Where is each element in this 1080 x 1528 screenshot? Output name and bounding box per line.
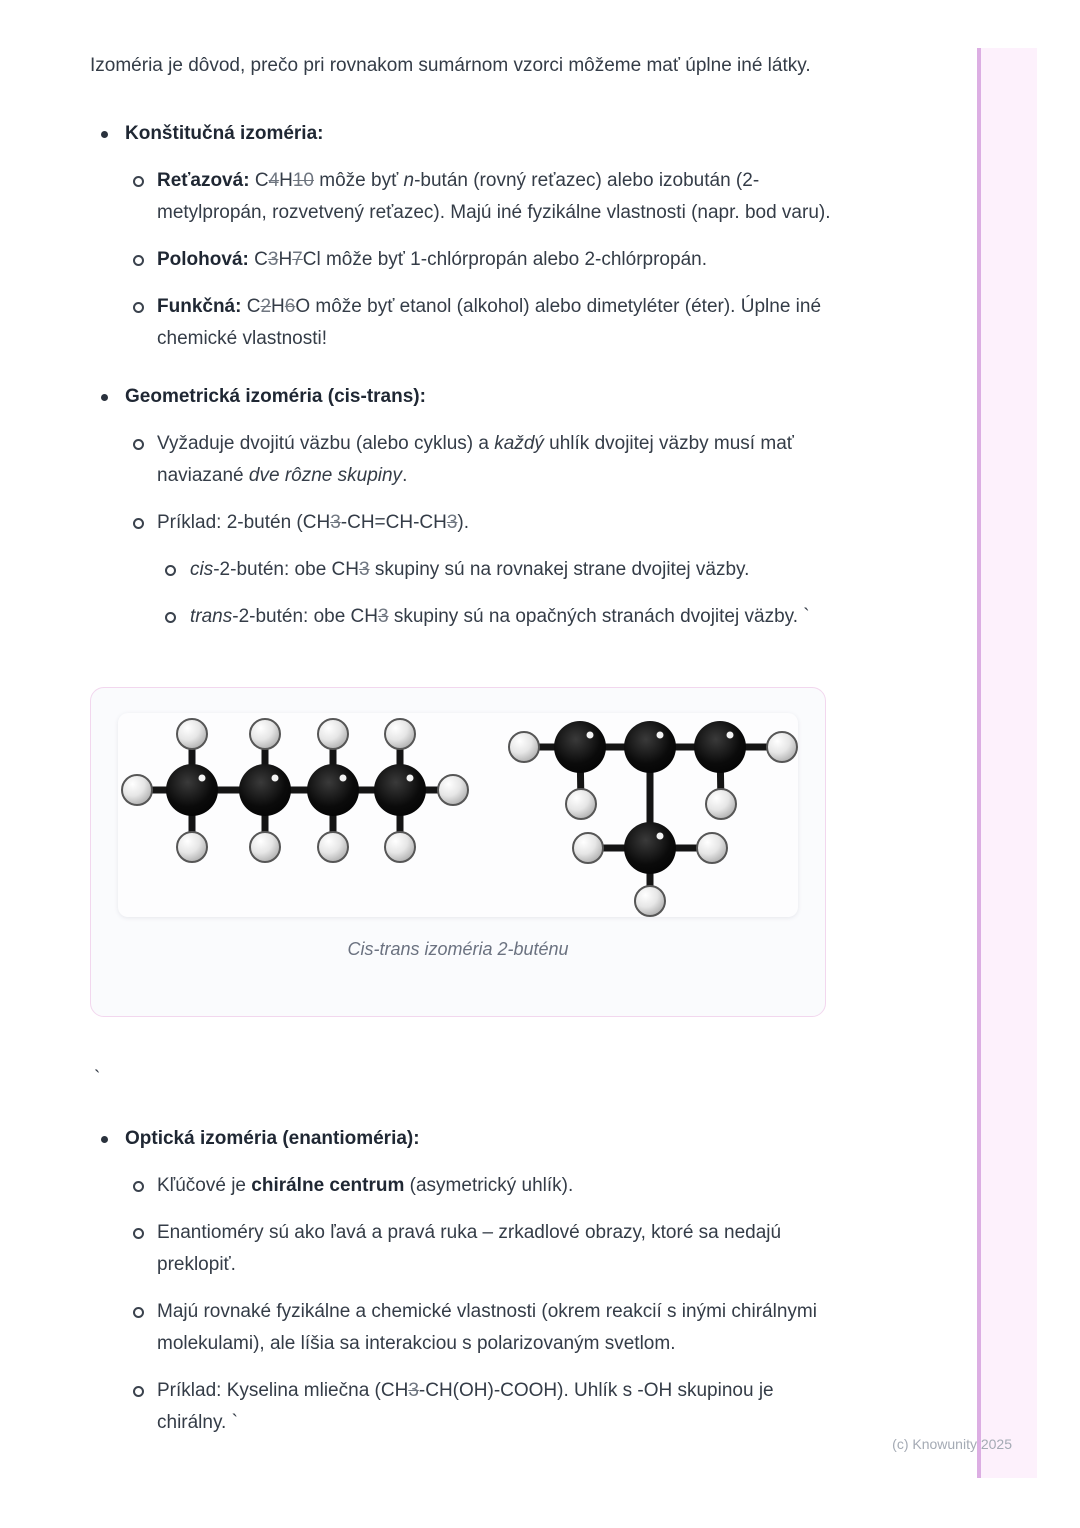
figure-caption: Cis-trans izoméria 2-buténu: [347, 939, 569, 959]
bullet-circle-icon: [133, 1386, 144, 1397]
sublist: [125, 428, 831, 633]
intro-paragraph: Izoméria je dôvod, prečo pri rovnakom sumárnom vzorci môžeme mať úplne iné látky.: [90, 55, 811, 76]
bullet-circle-icon: [133, 302, 144, 313]
bullet-disc-icon: [101, 131, 108, 138]
list-item-text: Funkčná: C2H6O môže byť etanol (alkohol) alebo dimetyléter (éter). Úplne iné chemické vlastnosti!: [157, 296, 822, 349]
list-item-text: Reťazová: C4H10 môže byť n-bután (rovný reťazec) alebo izobután (2-metylpropán, rozvetvený reťazec). Majú iné fyzikálne vlastnosti (napr. bod varu).: [157, 170, 831, 223]
sublist: [125, 1170, 831, 1439]
list-item-polohova: [125, 244, 831, 276]
list-item-enantiomery: [125, 1217, 831, 1281]
list-item-text: Kľúčové je chirálne centrum (asymetrický uhlík).: [157, 1175, 574, 1196]
list-item-text: Polohová: C3H7Cl môže byť 1-chlórpropán alebo 2-chlórpropán.: [157, 249, 707, 270]
list-item-cis: [157, 554, 831, 586]
bullet-circle-icon: [133, 1181, 144, 1192]
list-item-text: trans-2-butén: obe CH3 skupiny sú na opačných stranách dvojitej väzby. `: [190, 606, 810, 627]
section-konstitucna: [90, 118, 831, 355]
molecule-diagram: [118, 713, 798, 917]
list-item-maju: [125, 1296, 831, 1360]
bullet-disc-icon: [101, 1136, 108, 1143]
watermark: (c) Knowunity 2025: [892, 1436, 1012, 1452]
sublist: [125, 165, 831, 355]
section-heading: Konštitučná izoméria:: [125, 123, 324, 144]
section-opticka: [90, 1123, 831, 1439]
list-item-text: Vyžaduje dvojitú väzbu (alebo cyklus) a každý uhlík dvojitej väzby musí mať naviazané dve rôzne skupiny.: [157, 433, 794, 486]
bullet-circle-icon: [133, 176, 144, 187]
list-item-text: Majú rovnaké fyzikálne a chemické vlastnosti (okrem reakcií s inými chirálnymi molekulami), ale líšia sa interakciou s polarizovaným svetlom.: [157, 1301, 817, 1354]
list-item-retazova: [125, 165, 831, 229]
bullet-circle-icon: [133, 518, 144, 529]
bullet-circle-icon: [133, 1228, 144, 1239]
list-item-text: cis-2-butén: obe CH3 skupiny sú na rovnakej strane dvojitej väzby.: [190, 559, 750, 580]
list-item-text: Enantioméry sú ako ľavá a pravá ruka – zrkadlové obrazy, ktoré sa nedajú preklopiť.: [157, 1222, 782, 1275]
bullet-circle-icon: [133, 255, 144, 266]
figure-card: [90, 687, 826, 1017]
list-item-trans: [157, 601, 831, 633]
section-geometricka: [90, 381, 831, 633]
bullet-circle-icon: [165, 612, 176, 623]
stray-backtick: `: [94, 1068, 101, 1089]
outline-list-optical: [90, 1123, 831, 1439]
bullet-circle-icon: [133, 1307, 144, 1318]
list-item-text: Príklad: Kyselina mliečna (CH3-CH(OH)-COOH). Uhlík s -OH skupinou je chirálny. `: [157, 1380, 774, 1433]
subsublist: [157, 554, 831, 633]
molecule-image-panel: [118, 713, 798, 917]
bullet-circle-icon: [133, 439, 144, 450]
document-content: [90, 50, 831, 1439]
list-item-priklad-buten: [125, 507, 831, 633]
section-heading: Geometrická izoméria (cis-trans):: [125, 386, 426, 407]
outline-list: [90, 118, 831, 633]
bullet-disc-icon: [101, 394, 108, 401]
list-item-priklad-kyselina: [125, 1375, 831, 1439]
list-item-klucove: [125, 1170, 831, 1202]
right-accent-strip: [977, 48, 1037, 1478]
section-heading: Optická izoméria (enantioméria):: [125, 1128, 420, 1149]
list-item-vyzaduje: [125, 428, 831, 492]
list-item-text: Príklad: 2-butén (CH3-CH=CH-CH3).: [157, 512, 470, 533]
list-item-funkcna: [125, 291, 831, 355]
bullet-circle-icon: [165, 565, 176, 576]
